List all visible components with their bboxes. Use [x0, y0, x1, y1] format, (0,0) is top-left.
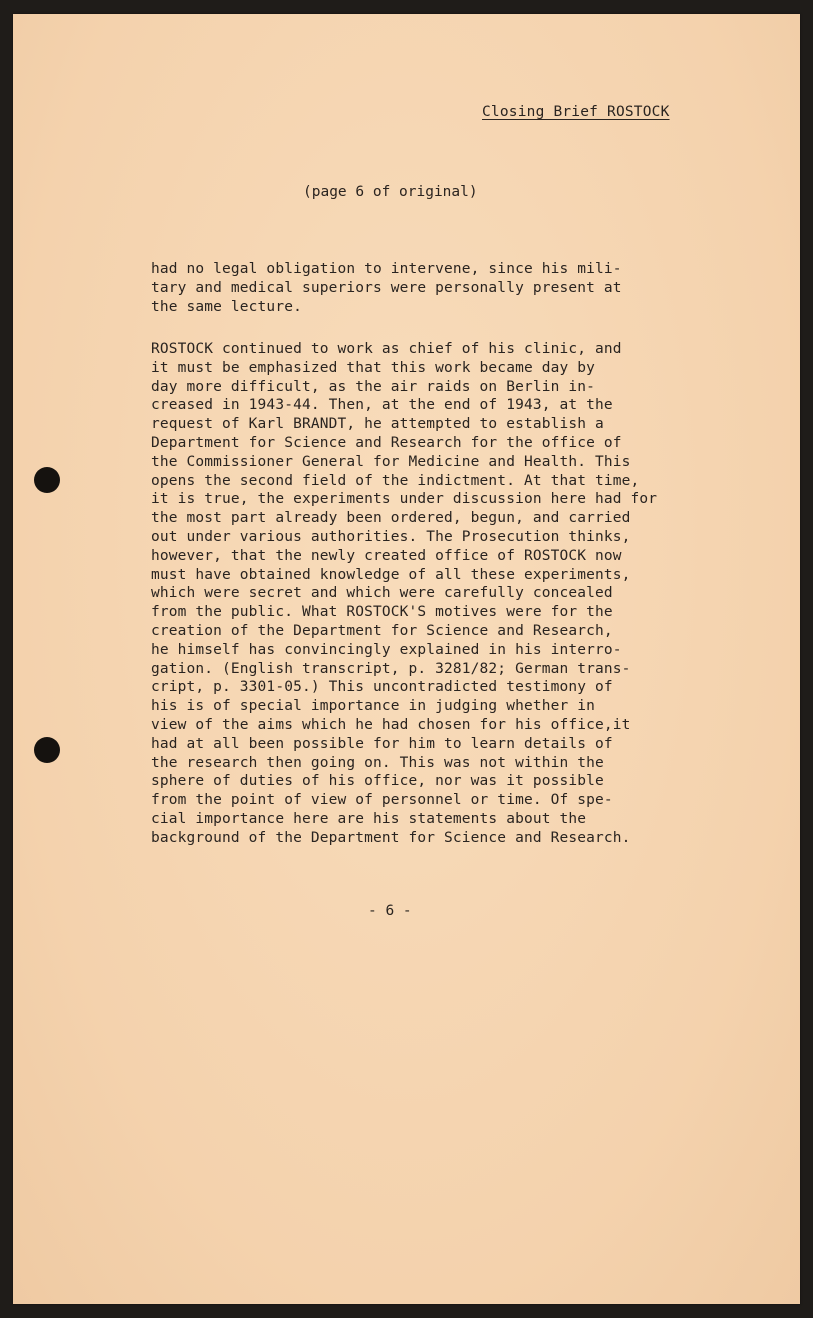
text-line: gation. (English transcript, p. 3281/82; German trans-: [151, 660, 631, 677]
text-line: must have obtained knowledge of all these experiments,: [151, 566, 631, 583]
text-line: creation of the Department for Science and Research,: [151, 622, 613, 639]
text-line: the research then going on. This was not within the: [151, 754, 604, 771]
text-line: had at all been possible for him to learn details of: [151, 735, 613, 752]
document-page: [13, 14, 800, 1304]
text-line: however, that the newly created office of ROSTOCK now: [151, 547, 622, 564]
text-line: he himself has convincingly explained in his interro-: [151, 641, 622, 658]
text-line: tary and medical superiors were personally present at: [151, 279, 622, 296]
page-number: - 6 -: [368, 903, 412, 919]
punch-hole-icon: [34, 737, 60, 763]
text-line: it is true, the experiments under discussion here had for: [151, 491, 658, 508]
text-line: background of the Department for Science and Research.: [151, 829, 631, 846]
text-line: out under various authorities. The Prosecution thinks,: [151, 528, 631, 545]
document-header-title: Closing Brief ROSTOCK: [482, 104, 670, 120]
text-line: view of the aims which he had chosen for his office,it: [151, 716, 631, 733]
text-line: sphere of duties of his office, nor was it possible: [151, 773, 604, 790]
text-line: the Commissioner General for Medicine and Health. This: [151, 453, 631, 470]
text-line: from the point of view of personnel or time. Of spe-: [151, 792, 613, 809]
paragraph-2: [151, 340, 741, 848]
text-line: opens the second field of the indictment. At that time,: [151, 472, 640, 489]
text-line: it must be emphasized that this work became day by: [151, 359, 595, 376]
text-line: the most part already been ordered, begun, and carried: [151, 510, 631, 527]
text-line: which were secret and which were carefully concealed: [151, 585, 613, 602]
text-line: creased in 1943-44. Then, at the end of 1943, at the: [151, 397, 613, 414]
text-line: cript, p. 3301-05.) This uncontradicted testimony of: [151, 679, 613, 696]
paragraph-1: [151, 260, 741, 316]
text-line: cial importance here are his statements about the: [151, 810, 587, 827]
text-line: the same lecture.: [151, 298, 302, 315]
original-page-reference: (page 6 of original): [303, 184, 478, 200]
text-line: Department for Science and Research for the office of: [151, 434, 622, 451]
text-line: request of Karl BRANDT, he attempted to establish a: [151, 416, 604, 433]
punch-hole-icon: [34, 467, 60, 493]
text-line: from the public. What ROSTOCK'S motives were for the: [151, 604, 613, 621]
text-line: his is of special importance in judging whether in: [151, 698, 595, 715]
text-line: day more difficult, as the air raids on Berlin in-: [151, 378, 595, 395]
text-line: ROSTOCK continued to work as chief of his clinic, and: [151, 341, 622, 357]
text-line: had no legal obligation to intervene, since his mili-: [151, 261, 622, 277]
